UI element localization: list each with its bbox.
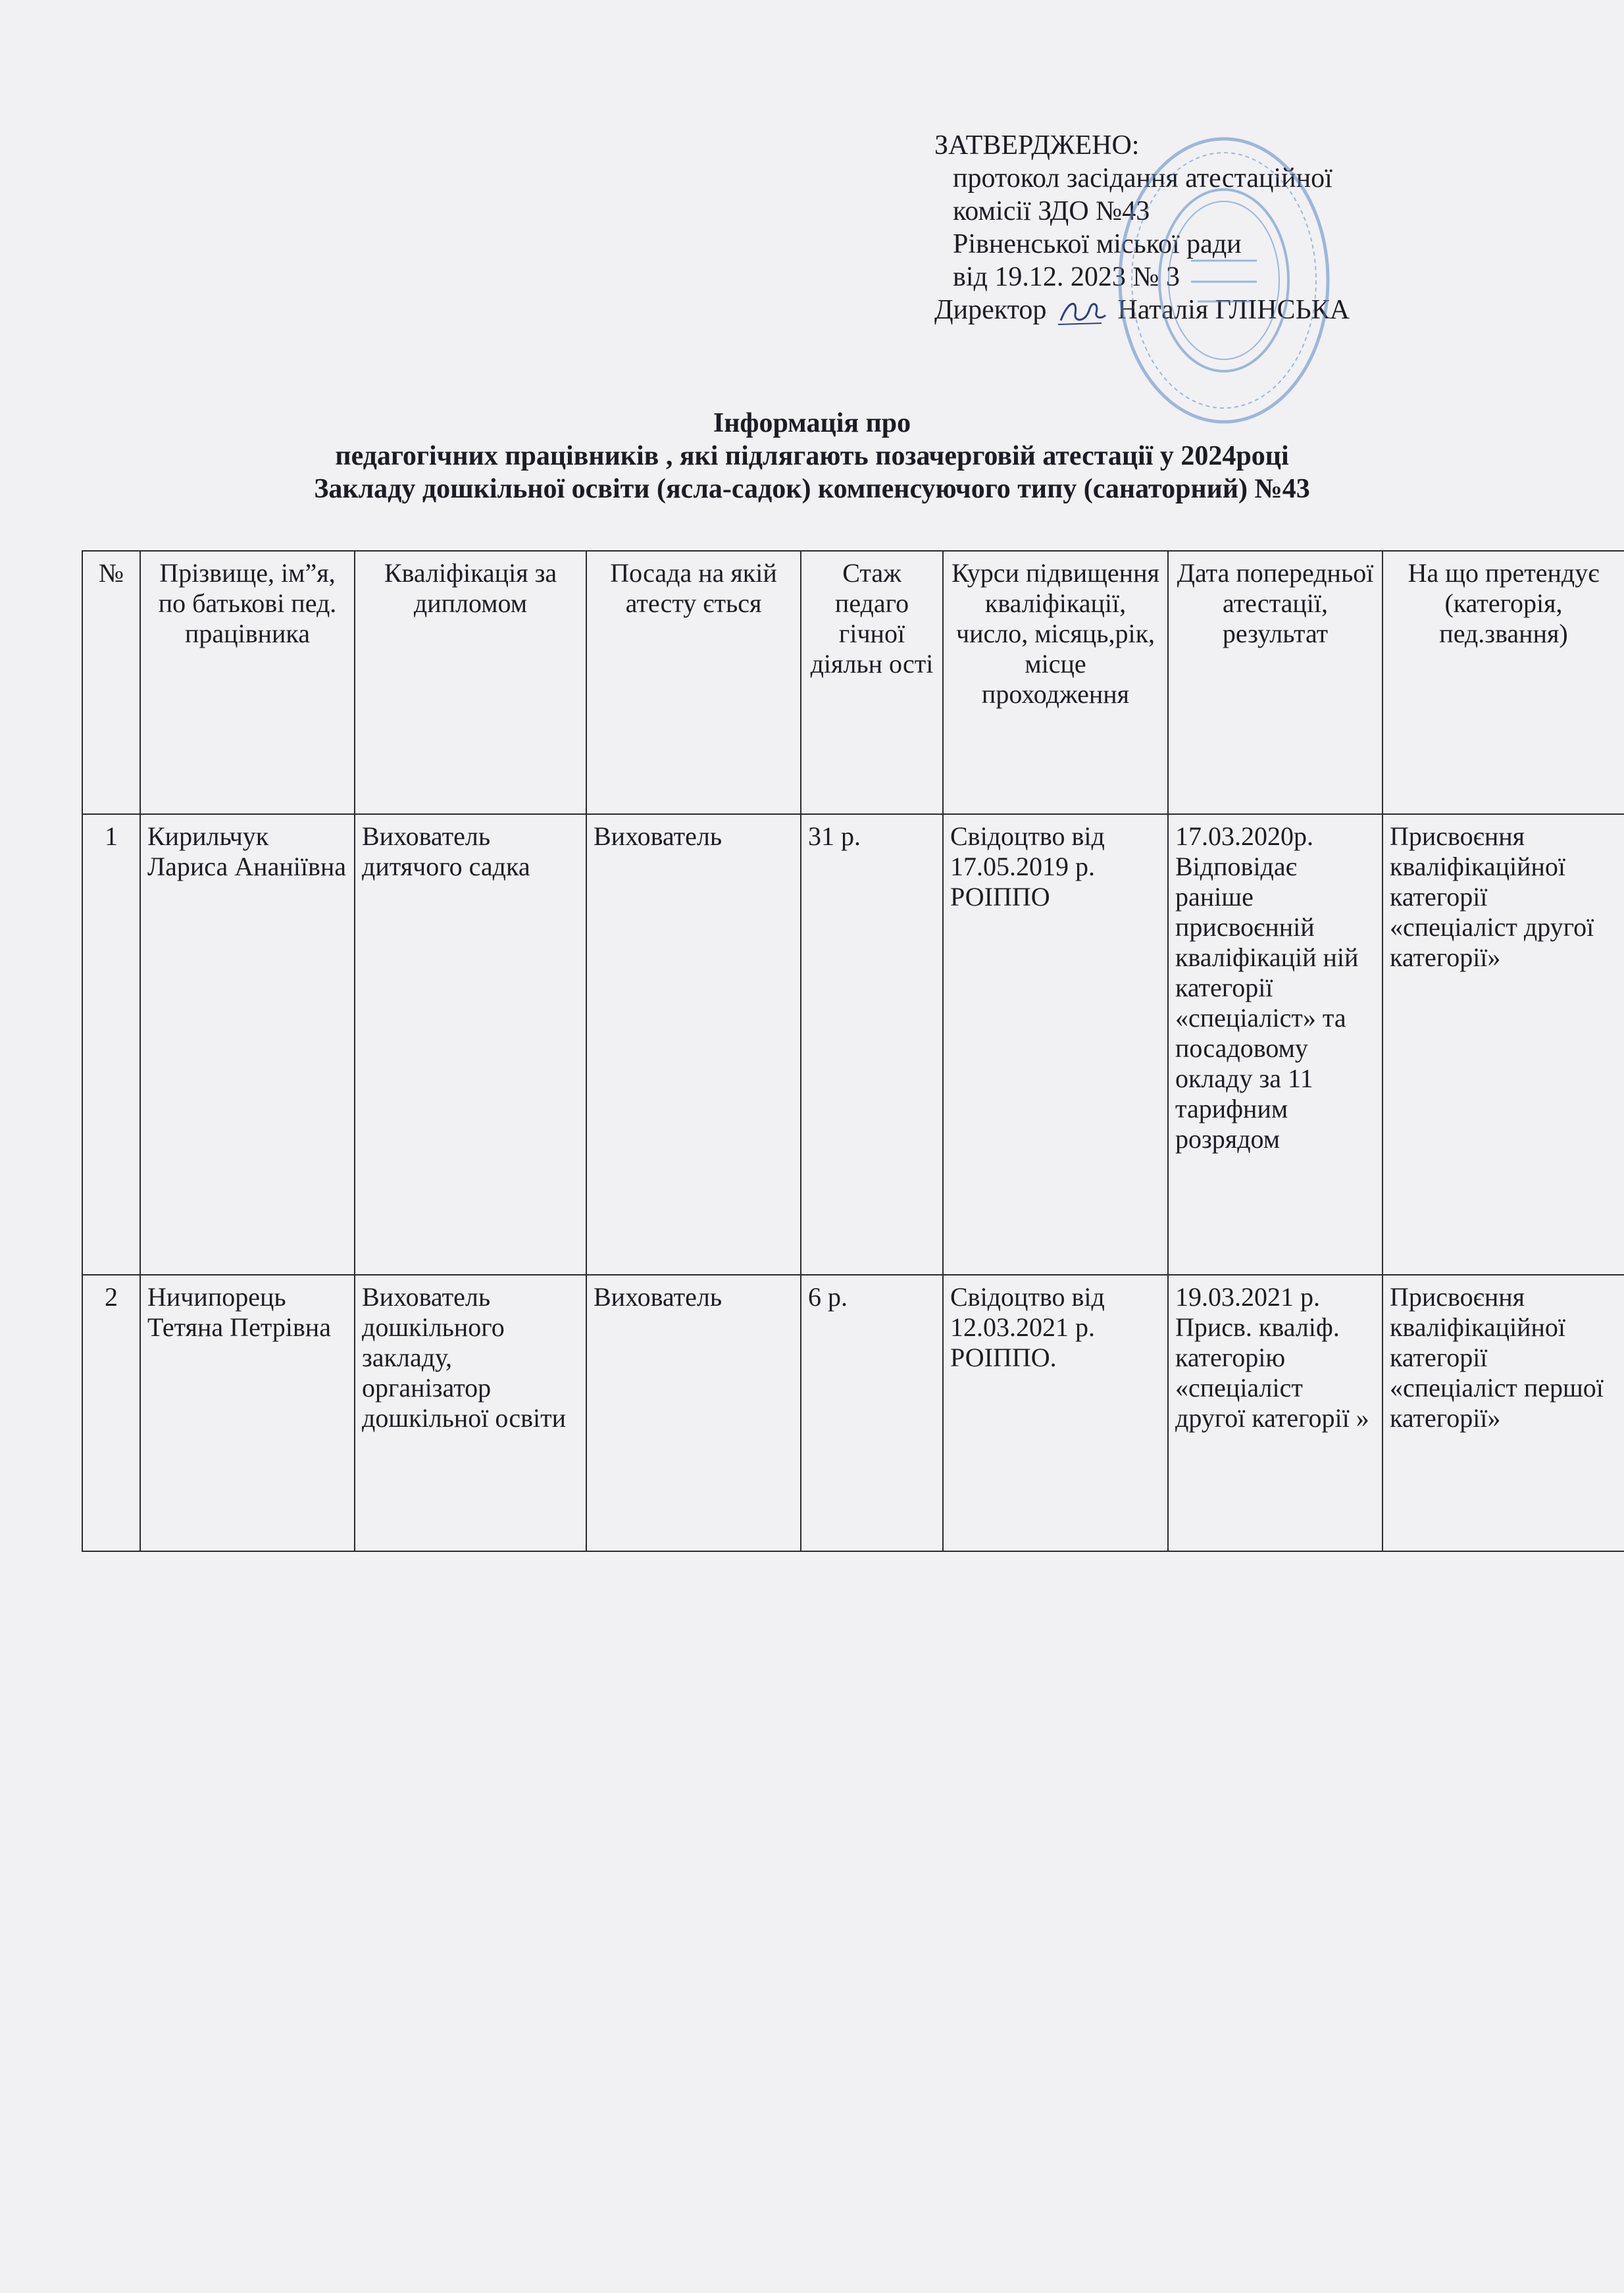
document-title [0,407,1624,505]
row-claimed-category: Присвоєння кваліфікаційної категорії «спеціаліст першої категорії» [1383,1275,1624,1551]
header-cell-claimed-category: На що претендує (категорія, пед.звання) [1383,551,1624,814]
table-row [82,1275,1624,1551]
approval-protocol-line: протокол засідання атестаційної [953,163,1332,193]
header-cell-experience: Стаж педаго гічної діяльн ості [801,551,943,814]
header-cell-full-name: Прізвище, ім”я, по батькові пед. працівника [140,551,355,814]
title-line-3: Закладу дошкільної освіти (ясла-садок) компенсуючого типу (санаторний) №43 [314,474,1310,504]
header-cell-number: № [82,551,140,814]
row-experience: 31 р. [801,814,943,1275]
row-training-courses: Свідоцтво від 12.03.2021 р. РОІППО. [943,1275,1168,1551]
header-cell-previous-attestation: Дата попередньої атестації, результат [1168,551,1383,814]
approval-date-line: від 19.12. 2023 № 3 [953,262,1180,292]
row-position: Вихователь [586,814,801,1275]
row-position: Вихователь [586,1275,801,1551]
row-full-name: Ничипорець Тетяна Петрівна [140,1275,355,1551]
table-header-row [82,551,1624,814]
signature-icon [1055,297,1108,327]
approval-council-line: Рівненської міської ради [953,229,1242,259]
round-stamp-icon [1112,129,1336,432]
row-number: 2 [82,1275,140,1551]
title-line-1: Інформація про [713,408,911,438]
table-row [82,814,1624,1275]
row-claimed-category: Присвоєння кваліфікаційної категорії «спеціаліст другої категорії» [1383,814,1624,1275]
row-training-courses: Свідоцтво від 17.05.2019 р. РОІППО [943,814,1168,1275]
row-diploma-qualification: Вихователь дошкільного закладу, організатор дошкільної освіти [355,1275,586,1551]
title-line-2: педагогічних працівників , які підлягають позачерговій атестації у 2024році [335,441,1289,471]
header-cell-training-courses: Курси підвищення кваліфікації, число, місяць,рік, місце проходження [943,551,1168,814]
approval-commission-line: комісії ЗДО №43 [953,196,1150,226]
header-cell-position: Посада на якій атесту ється [586,551,801,814]
row-experience: 6 р. [801,1275,943,1551]
row-previous-attestation: 17.03.2020р. Відповідає раніше присвоєнній кваліфікацій ній категорії «спеціаліст» та посадовому окладу за 11 тарифним розрядом [1168,814,1383,1275]
header-cell-diploma-qualification: Кваліфікація за дипломом [355,551,586,814]
row-previous-attestation: 19.03.2021 р. Присв. кваліф. категорію «спеціаліст другої категорії » [1168,1275,1383,1551]
approval-heading: ЗАТВЕРДЖЕНО: [934,130,1140,161]
row-full-name: Кирильчук Лариса Ананіївна [140,814,355,1275]
attestation-table [82,550,1624,1552]
director-name: Наталія ГЛІНСЬКА [1117,295,1350,325]
row-number: 1 [82,814,140,1275]
director-label: Директор [934,295,1047,325]
row-diploma-qualification: Вихователь дитячого садка [355,814,586,1275]
